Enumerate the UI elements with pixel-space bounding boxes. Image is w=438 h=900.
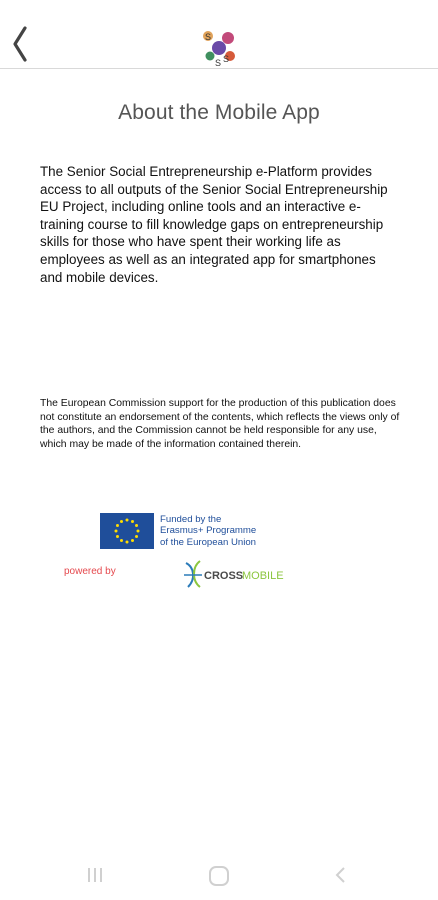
eu-star (135, 524, 138, 527)
home-icon[interactable] (207, 864, 231, 888)
back-triangle-icon[interactable] (330, 864, 352, 886)
app-header (0, 0, 438, 69)
eu-star (131, 520, 134, 523)
eu-star (115, 530, 118, 533)
crossmobile-logo (182, 557, 290, 591)
system-navigation-bar (0, 852, 438, 900)
powered-by-label: powered by (64, 566, 116, 577)
eu-star (135, 535, 138, 538)
page-title: About the Mobile App (118, 101, 320, 124)
crossmobile-mark-icon (184, 561, 202, 587)
eu-star (116, 535, 119, 538)
back-button[interactable] (6, 20, 36, 64)
eu-line-1: Funded by the (160, 514, 222, 525)
erasmus-funding-label (160, 514, 300, 548)
svg-text:S: S (223, 54, 230, 64)
eu-flag-icon (100, 513, 154, 549)
eu-star (137, 530, 140, 533)
svg-text:S: S (215, 58, 222, 68)
crossmobile-mobile-text: MOBILE (242, 570, 284, 582)
recent-apps-icon[interactable] (84, 864, 106, 886)
eu-star (120, 520, 123, 523)
eu-star (116, 524, 119, 527)
crossmobile-cross-text: CROSS (204, 570, 244, 582)
eu-star (120, 539, 123, 542)
eu-star (126, 541, 129, 544)
chevron-left-icon (6, 20, 36, 64)
svg-text:S: S (205, 32, 212, 42)
app-logo-icon (194, 24, 244, 68)
eu-line-2: Erasmus+ Programme (160, 525, 257, 537)
eu-star (131, 539, 134, 542)
eu-disclaimer: The European Commission support for the production of this publication does not constitute an endorsement of the contents, which reflects the views only of the authors, and the Commission cannot be held responsible for any use, which may be made of the information contained therein. (40, 398, 400, 450)
eu-star (126, 519, 129, 522)
app-description: The Senior Social Entrepreneurship e-Platform provides access to all outputs of the Senior Social Entrepreneurship EU Project, including online tools and an interactive e-training course to fill knowledge gaps on entrepreneurship skills for those who have spent their working life as employees as well as an integrated app for smartphones and mobile devices. (40, 164, 388, 285)
eu-line-3: of the European Union (160, 536, 257, 548)
